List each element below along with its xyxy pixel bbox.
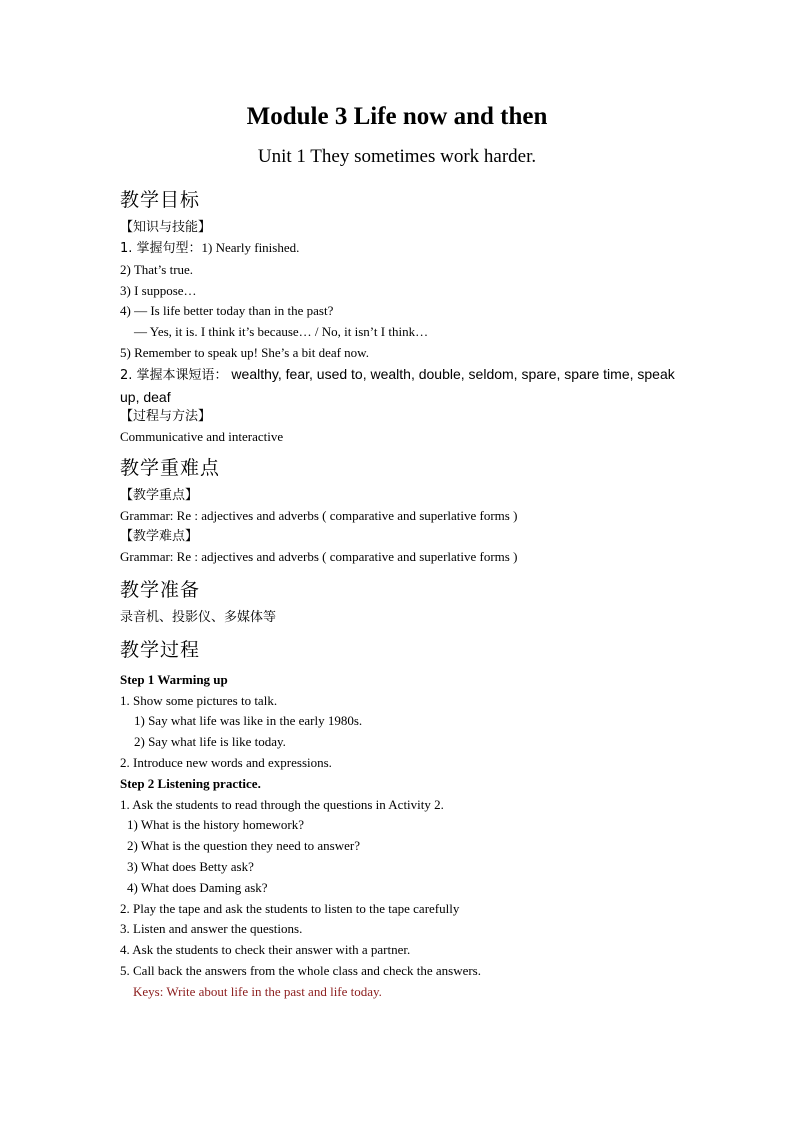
step-2-intro: 1. Ask the students to read through the questions in Activity 2.: [120, 796, 444, 812]
objective-line: — Yes, it is. I think it’s because… / No, it isn’t I think…: [134, 324, 429, 340]
step-2-question: 1) What is the history homework?: [127, 817, 305, 833]
heading-process: 教学过程: [120, 638, 201, 661]
heading-preparation: 教学准备: [120, 578, 201, 601]
objective-item-2: [120, 364, 690, 408]
objective-item-1-text: 1) Nearly finished.: [201, 240, 300, 255]
step-2-question: 2) What is the question they need to answer?: [127, 838, 360, 854]
step-1-line: 2) Say what life is like today.: [134, 734, 286, 750]
process-method-text: Communicative and interactive: [120, 429, 284, 445]
objective-item-1-prefix: 1. 掌握句型：: [120, 241, 202, 256]
objective-item-2-text: wealthy, fear, used to, wealth, double, seldom, spare, spare time, speak up, deaf: [120, 365, 675, 405]
objective-item-2-prefix: 2. 掌握本课短语：: [120, 367, 228, 383]
label-difficulty: 【教学难点】: [120, 528, 199, 544]
document-subtitle: Unit 1 They sometimes work harder.: [257, 146, 537, 167]
document-title: Module 3 Life now and then: [246, 103, 548, 130]
objective-line: 3) I suppose…: [120, 282, 197, 298]
heading-objectives: 教学目标: [120, 189, 201, 211]
document-body: [120, 100, 700, 1003]
step-2-title: Step 2 Listening practice.: [120, 775, 261, 791]
objective-line: 2) That’s true.: [120, 261, 194, 277]
step-1-line: 2. Introduce new words and expressions.: [120, 754, 332, 770]
answer-keys: Keys: Write about life in the past and life today.: [133, 983, 382, 999]
objective-line: 4) — Is life better today than in the past?: [120, 303, 334, 319]
step-2-question: 4) What does Daming ask?: [127, 879, 268, 895]
step-2-line: 5. Call back the answers from the whole class and check the answers.: [120, 962, 481, 978]
step-2-line: 2. Play the tape and ask the students to listen to the tape carefully: [120, 900, 460, 916]
step-2-line: 4. Ask the students to check their answer with a partner.: [120, 942, 411, 958]
step-2-question: 3) What does Betty ask?: [127, 858, 254, 874]
heading-key-points: 教学重难点: [120, 457, 221, 480]
focus-text: Grammar: Re : adjectives and adverbs ( comparative and superlative forms ): [120, 508, 518, 524]
step-2-line: 3. Listen and answer the questions.: [120, 921, 303, 937]
label-focus: 【教学重点】: [120, 488, 199, 504]
difficulty-text: Grammar: Re : adjectives and adverbs ( comparative and superlative forms ): [120, 548, 518, 564]
label-process-method: 【过程与方法】: [120, 409, 212, 425]
preparation-text: 录音机、投影仪、多媒体等: [120, 609, 277, 625]
step-1-title: Step 1 Warming up: [120, 671, 228, 687]
step-1-line: 1. Show some pictures to talk.: [120, 692, 278, 708]
step-1-line: 1) Say what life was like in the early 1980s.: [134, 713, 363, 729]
label-knowledge-skills: 【知识与技能】: [120, 220, 212, 235]
objective-line: 5) Remember to speak up! She’s a bit deaf now.: [120, 344, 369, 360]
objective-item-1: [120, 238, 700, 260]
